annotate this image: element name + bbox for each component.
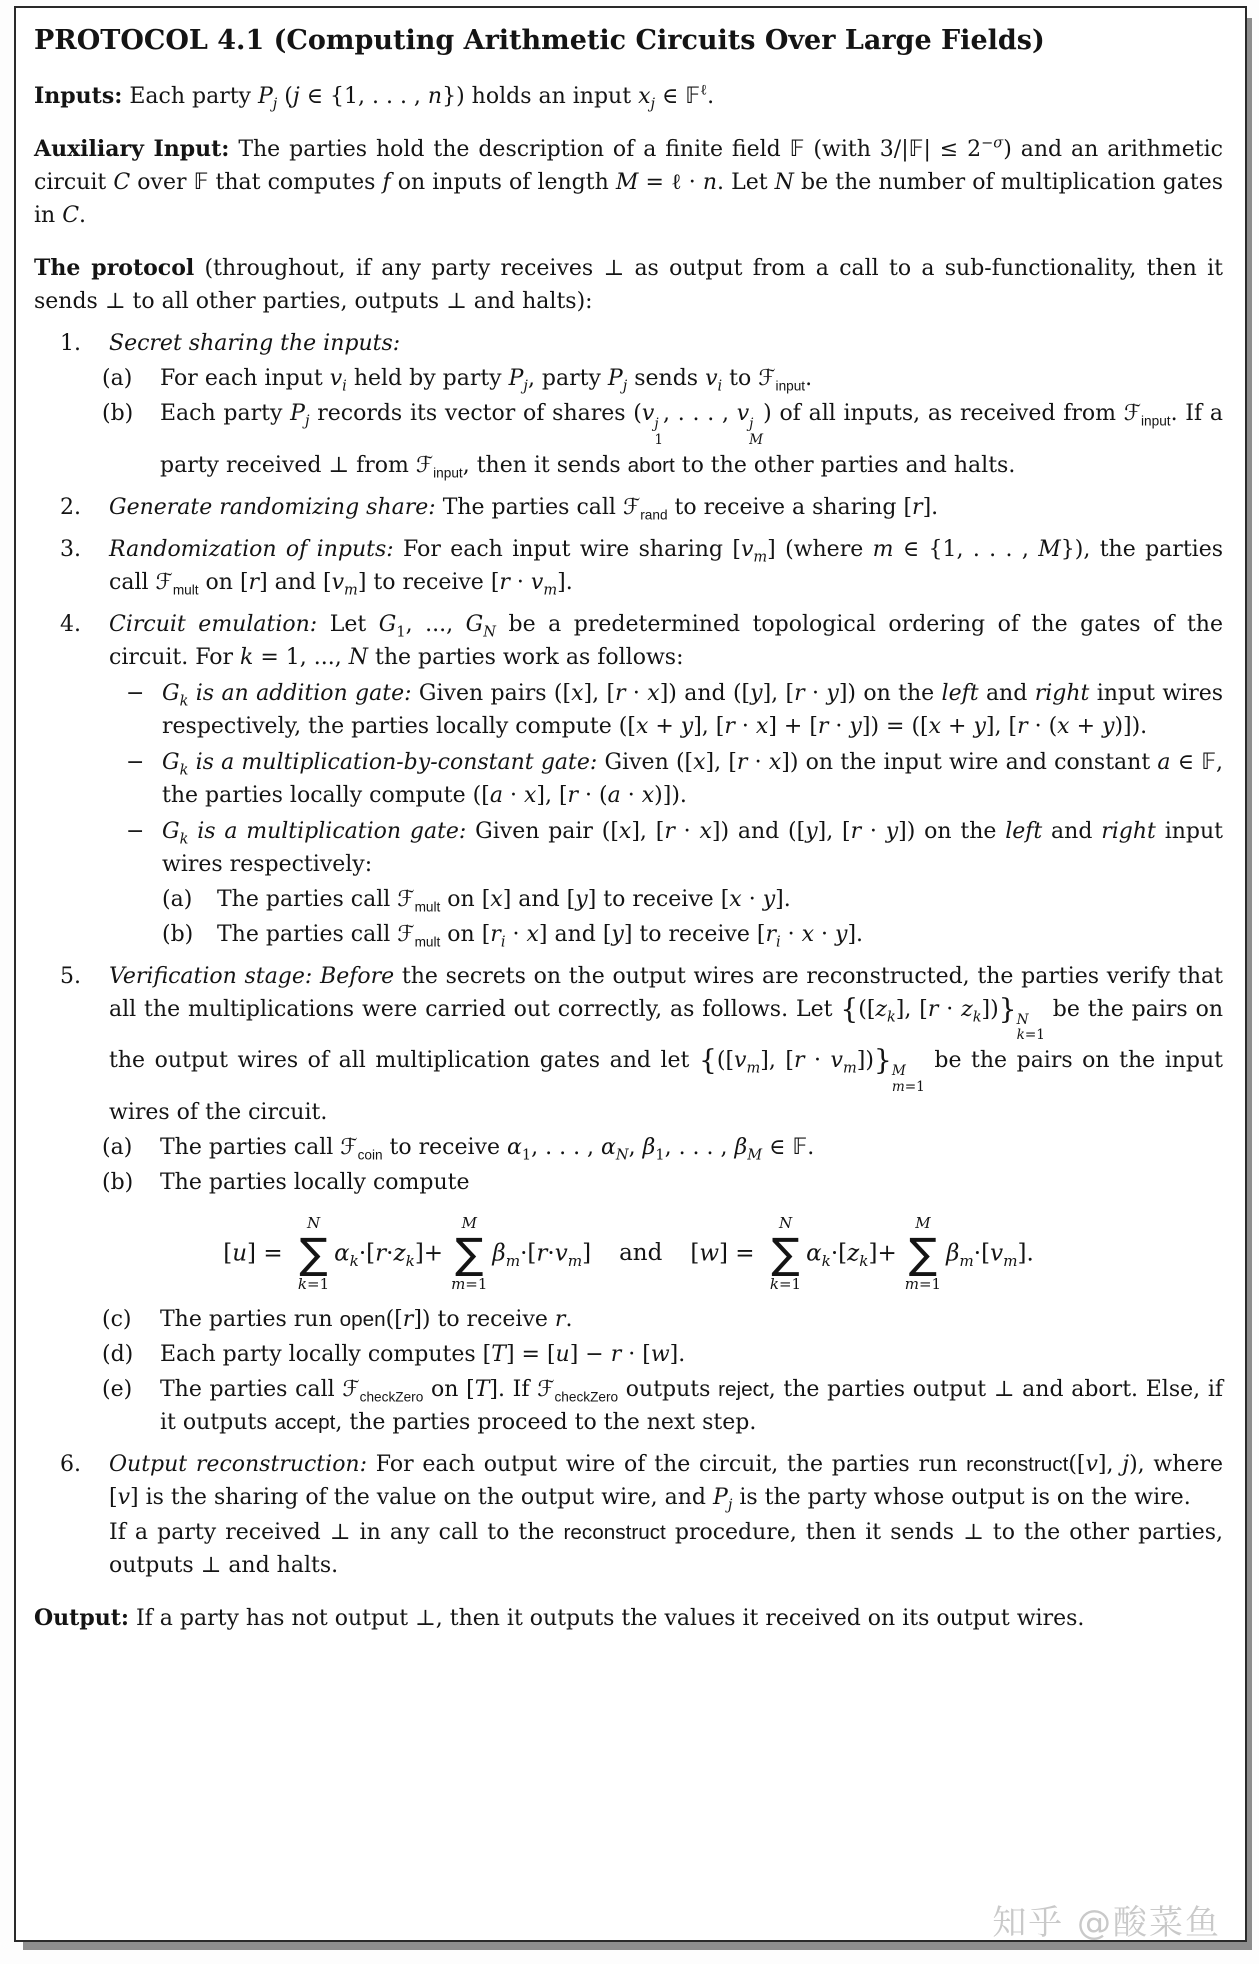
- step-4-mult-item-a-label: (a): [162, 886, 193, 912]
- auxiliary-input-label: Auxiliary Input:: [34, 136, 230, 162]
- step-3: [34, 533, 1223, 599]
- step-1-item-b-text: Each party $P_j$ records its vector of shares (v j 1 , . . . , v j M ) of all inputs, as received from ℱ$_{input}$. If a party received ⊥ from ℱ$_{input}$, then it sends abort to the other parties and halts.: [160, 401, 1224, 480]
- protocol-intro-label: The protocol: [34, 255, 195, 281]
- step-1-item-b-label: (b): [102, 401, 134, 426]
- step-5-item-b: [102, 1166, 1223, 1294]
- step-5-item-a-label: (a): [102, 1134, 133, 1160]
- step-4-lead: Circuit emulation: Let $G_1$, ..., $G_N$ be a predetermined topological ordering of the gates of the circuit. For k = 1, ..., N the parties work as follows:: [109, 611, 1223, 670]
- bullet-dash: −: [126, 818, 145, 844]
- output-label: Output:: [34, 1605, 129, 1632]
- verification-equation: [u] = N ∑ k=1 $\alpha_k\cdot[r\cdot z_k]+$ M ∑ m=1 $\beta_m\cdot[r\cdot v_m]$ and [w] = N ∑ k=1 $\alpha_k\cdot[z_k]+$ M ∑ m=1 $\beta_m\cdot[v_m]$.: [223, 1213, 1034, 1293]
- step-5-item-b-text: The parties locally compute: [160, 1169, 470, 1195]
- protocol-title: PROTOCOL 4.1 (Computing Arithmetic Circuits Over Large Fields): [34, 25, 1045, 56]
- step-4-bullet-mult-by-constant-gate: [109, 746, 1223, 812]
- step-4-mult-item-a-text: The parties call ℱ$_{mult}$ on [x] and [y] to receive [x · y].: [217, 886, 791, 914]
- step-1-item-a: [102, 362, 1223, 395]
- step-4-bullet-multiplication-gate-text: $G_k$ is a multiplication gate: Given pair ([x], [r · x]) and ([y], [r · y]) on the left and right input wires respectively:: [162, 818, 1223, 877]
- protocol-box: [14, 6, 1247, 1942]
- step-5-item-a-text: The parties call ℱ$_{coin}$ to receive $\alpha_1$, . . . , $\alpha_N$, $\beta_1$, . . . , $\beta_M$ ∈ 𝔽.: [160, 1134, 815, 1163]
- step-5-item-b-label: (b): [102, 1169, 134, 1195]
- step-4-bullet-addition-gate: [109, 677, 1223, 743]
- step-4-bullet-addition-gate-text: $G_k$ is an addition gate: Given pairs ([x], [r · x]) and ([y], [r · y]) on the left and right input wires respectively, the parties locally compute ([x + y], [r · x] + [r · y]) = ([x + y], [r · (x + y)]).: [162, 680, 1224, 739]
- step-6-lead: Output reconstruction: For each output wire of the circuit, the parties run reconstruct([v], j), where [v] is the sharing of the value on the output wire, and $P_j$ is the party whose output is on the wire.: [109, 1452, 1223, 1514]
- step-4-mult-item-b: [162, 918, 1223, 951]
- step-3-lead: Randomization of inputs: For each input wire sharing $[v_m]$ (where m ∈ {1, . . . , M}), the parties call ℱ$_{mult}$ on [r] and $[v_m]$ to receive $[r \cdot v_m]$.: [109, 536, 1224, 598]
- step-4-number: 4.: [60, 611, 81, 637]
- step-5-item-c-text: The parties run open([r]) to receive r.: [160, 1307, 573, 1333]
- step-5-item-d-label: (d): [102, 1342, 134, 1368]
- step-5-item-d: [102, 1338, 1223, 1371]
- step-4-mult-item-b-label: (b): [162, 921, 194, 947]
- auxiliary-input-paragraph: [34, 133, 1223, 232]
- bullet-dash: −: [126, 749, 145, 775]
- inputs-paragraph: [34, 80, 1223, 113]
- step-5-item-a: [102, 1131, 1223, 1164]
- step-5-item-d-text: Each party locally computes [T] = [u] − r · [w].: [160, 1342, 686, 1368]
- watermark: 知乎 @酸菜鱼: [992, 1903, 1221, 1943]
- step-6-number: 6.: [60, 1452, 81, 1478]
- step-1-item-a-text: For each input $v_i$ held by party $P_j$, party $P_j$ sends $v_i$ to ℱ$_{input}$.: [160, 366, 813, 395]
- auxiliary-input-text: The parties hold the description of a finite field 𝔽 (with 3/|𝔽| ≤ $2^{-\sigma}$) and an arithmetic circuit C over 𝔽 that computes f on inputs of length M = ℓ · n. Let N be the number of multiplication gates in C.: [34, 135, 1224, 228]
- protocol-intro-text: (throughout, if any party receives ⊥ as output from a call to a sub-functionality, then it sends ⊥ to all other parties, outputs ⊥ and halts):: [34, 256, 1223, 314]
- step-6: [34, 1448, 1223, 1582]
- step-5-item-c-label: (c): [102, 1307, 132, 1333]
- step-1-item-b: [102, 397, 1224, 482]
- step-5-item-e-text: The parties call ℱ$_{checkZero}$ on [T]. If ℱ$_{checkZero}$ outputs reject, the parties output ⊥ and abort. Else, if it outputs accept, the parties proceed to the next step.: [160, 1377, 1223, 1436]
- protocol-steps: [34, 327, 1223, 1582]
- step-1-lead: Secret sharing the inputs:: [109, 331, 401, 356]
- step-5-item-c: [102, 1303, 1223, 1336]
- step-1: [34, 327, 1223, 482]
- step-4-bullet-mult-by-constant-gate-text: $G_k$ is a multiplication-by-constant gate: Given ([x], [r · x]) on the input wire and constant a ∈ 𝔽, the parties locally compute ([a · x], [r · (a · x)]).: [162, 749, 1224, 808]
- step-6-followup: If a party received ⊥ in any call to the reconstruct procedure, then it sends ⊥ to the other parties, outputs ⊥ and halts.: [109, 1520, 1223, 1579]
- step-5-lead: Verification stage: Before the secrets on the output wires are reconstructed, the parties verify that all the multiplications were carried out correctly, as follows. Let {($[z_k]$, $[r \cdot z_k]$)} N k=1 be the pairs on the output wires of all multiplication gates and let {($[v_m]$, $[r \cdot v_m]$)} M m=1 be the pairs on the input wires of the circuit.: [109, 963, 1224, 1125]
- step-1-number: 1.: [60, 331, 81, 356]
- output-paragraph: [34, 1602, 1223, 1635]
- step-4-mult-item-b-text: The parties call ℱ$_{mult}$ on $[r_i \cdot x]$ and [y] to receive $[r_i \cdot x \cdot y]$.: [217, 921, 864, 950]
- step-2-number: 2.: [60, 494, 81, 520]
- inputs-label: Inputs:: [34, 83, 123, 109]
- step-5-item-e-label: (e): [102, 1377, 133, 1403]
- step-3-number: 3.: [60, 536, 81, 562]
- inputs-text: Each party $P_j$ (j ∈ {1, . . . , n}) holds an input $x_j$ ∈ 𝔽$^\ell$.: [129, 82, 715, 113]
- bullet-dash: −: [126, 680, 145, 706]
- step-2: [34, 491, 1223, 524]
- step-5-number: 5.: [60, 963, 81, 989]
- step-5: [34, 960, 1223, 1440]
- step-4-bullet-multiplication-gate: [109, 815, 1223, 951]
- step-4: [34, 608, 1223, 951]
- step-5-item-e: [102, 1373, 1223, 1439]
- step-4-mult-item-a: [162, 883, 1223, 916]
- protocol-intro-paragraph: [34, 252, 1223, 318]
- output-text: If a party has not output ⊥, then it outputs the values it received on its output wires.: [135, 1606, 1085, 1632]
- step-2-lead: Generate randomizing share: The parties call ℱ$_{rand}$ to receive a sharing [r].: [109, 494, 939, 522]
- step-1-item-a-label: (a): [102, 366, 133, 391]
